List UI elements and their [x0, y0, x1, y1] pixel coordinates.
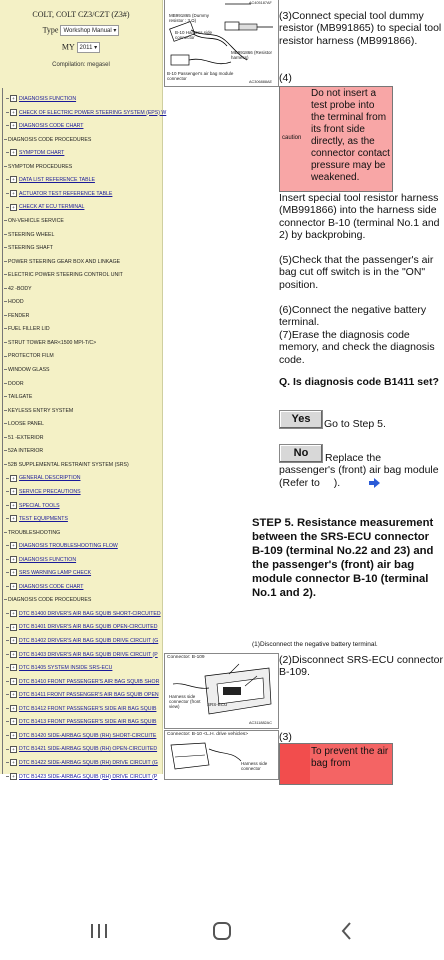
tree-connector [4, 301, 7, 302]
tree-item-label[interactable]: SPECIAL TOOLS [19, 502, 60, 509]
tree-item-label: WINDOW GLASS [8, 367, 50, 373]
caution-text: To prevent the air bag from [311, 746, 389, 769]
expand-icon[interactable]: + [10, 149, 17, 156]
tree-item[interactable] [6, 108, 166, 118]
step-3-text: (3)Connect special tool dummy resistor (MB991865) to special tool resistor harness (MB991866). [279, 10, 442, 47]
tree-item-label: FENDER [8, 312, 30, 319]
tree-item-label: 52B SUPPLEMENTAL RESTRAINT SYSTEM (SRS) [8, 461, 129, 468]
tree-item[interactable] [4, 338, 164, 348]
model-title: COLT, COLT CZ3/CZT (Z3#) [32, 10, 130, 19]
expand-icon[interactable]: + [10, 569, 17, 576]
tree-connector [6, 776, 9, 777]
tree-item[interactable] [6, 744, 166, 754]
tree-item[interactable] [4, 528, 164, 538]
tree-connector [4, 139, 7, 140]
sidebar-header [0, 0, 162, 68]
model-year-row [0, 42, 162, 53]
tree-connector [4, 396, 7, 397]
expand-icon[interactable]: + [10, 705, 17, 712]
no-result-label: Replace the passenger's (front) air bag module (Refer to [279, 452, 439, 489]
tree-connector [4, 288, 7, 289]
tree-item[interactable] [6, 175, 166, 185]
tree-item-label: SYMPTOM PROCEDURES [8, 163, 73, 170]
expand-icon[interactable]: + [10, 664, 17, 671]
tree-connector [4, 315, 7, 316]
tree-item[interactable] [6, 568, 166, 578]
tree-item[interactable] [6, 609, 166, 619]
tree-connector [4, 599, 7, 600]
tree-item[interactable] [6, 677, 166, 687]
home-icon[interactable] [207, 916, 237, 946]
tree-item[interactable] [6, 487, 166, 497]
tree-item-label[interactable]: DTC B1421 SIDE-AIRBAG SQUIB (RH) OPEN-CIRCUITED [19, 746, 158, 753]
tree-connector [6, 193, 9, 194]
tree-connector [4, 369, 7, 370]
tree-item-label: HOOD [8, 299, 24, 306]
expand-icon[interactable]: + [10, 95, 17, 102]
tree-connector [4, 450, 7, 451]
tree-connector [6, 98, 9, 99]
my-label: MY [61, 42, 75, 52]
tree-item[interactable] [6, 582, 166, 592]
tree-item-label[interactable]: CHECK AT ECU TERMINAL [19, 204, 85, 211]
tree-item-label: 52A INTERIOR [8, 448, 44, 455]
tree-connector [4, 247, 7, 248]
tree-item-label: FUEL FILLER LID [8, 326, 50, 333]
sidebar-navigation [0, 0, 167, 780]
srs-ecu-diagram [165, 654, 278, 728]
tree-item-label[interactable]: DTC B1405 SYSTEM INSIDE SRS-ECU [19, 665, 113, 672]
figure-title: Connector: B-10 <L.H. drive vehicles> [167, 732, 249, 737]
tree-connector [4, 464, 7, 465]
tree-connector [6, 179, 9, 180]
tree-connector [6, 667, 9, 668]
tree-connector [6, 518, 9, 519]
tree-item-label[interactable]: DTC B1400 DRIVER'S AIR BAG SQUIB SHORT-CIRCUITED [19, 610, 161, 617]
tree-item[interactable] [4, 230, 164, 240]
expand-icon[interactable]: + [10, 556, 17, 563]
figure-title: Connector: B-109 [167, 655, 205, 660]
compilation-text: Compilation: megasel [52, 62, 110, 68]
manual-tree [0, 88, 167, 780]
tree-item-label[interactable]: DTC B1413 FRONT PASSENGER'S SIDE AIR BAG SQUIB [19, 719, 157, 726]
figure-label: Harness side connector (front view) [169, 694, 201, 709]
tree-item[interactable] [6, 148, 166, 158]
tree-connector [4, 437, 7, 438]
figure-label: B-10 Passenger's air bag module connector [167, 71, 234, 81]
tree-connector [6, 721, 9, 722]
no-result-text [279, 452, 439, 489]
tree-item[interactable] [4, 433, 164, 443]
expand-icon[interactable]: + [10, 204, 17, 211]
tree-item-label[interactable]: SRS WARNING LAMP CHECK [19, 570, 92, 577]
model-year-select[interactable] [77, 42, 101, 53]
tree-connector [6, 640, 9, 641]
tree-item-label: PROTECTOR FILM [8, 353, 54, 360]
tree-connector [6, 708, 9, 709]
caution-box [279, 743, 393, 785]
expand-icon[interactable]: + [10, 122, 17, 129]
tree-connector [6, 654, 9, 655]
expand-icon[interactable]: + [10, 732, 17, 739]
tree-connector [4, 234, 7, 235]
tree-item[interactable] [4, 257, 164, 267]
yes-result-text: Go to Step 5. [324, 418, 386, 430]
tree-connector [6, 112, 9, 113]
tree-item[interactable] [6, 541, 166, 551]
caution-label: caution [282, 135, 302, 141]
type-select[interactable] [60, 25, 119, 36]
tree-connector [4, 410, 7, 411]
tree-item-label: STEERING WHEEL [8, 231, 55, 238]
figure-label: B-10 Harness side connector [175, 30, 213, 40]
tree-connector [6, 478, 9, 479]
expand-icon[interactable]: + [10, 502, 17, 509]
tree-item-label: TAILGATE [8, 394, 33, 401]
tree-item[interactable] [4, 297, 164, 307]
tree-connector [6, 125, 9, 126]
tree-item[interactable] [6, 555, 166, 565]
type-select-value: Workshop Manual [63, 28, 112, 34]
step-7-text: (7)Erase the diagnosis code memory, and check the diagnosis code. [279, 329, 435, 366]
tree-item[interactable] [6, 514, 166, 524]
tree-item[interactable] [6, 501, 166, 511]
step-5-sub-2: (2)Disconnect SRS-ECU connector B-109. [279, 654, 443, 679]
tree-item[interactable] [6, 758, 166, 768]
tree-connector [6, 735, 9, 736]
tree-item[interactable] [4, 311, 164, 321]
tree-item[interactable] [4, 365, 164, 375]
back-icon[interactable] [332, 916, 362, 946]
tree-item[interactable] [4, 595, 164, 605]
tree-item[interactable] [6, 650, 166, 660]
expand-icon[interactable]: + [10, 624, 17, 631]
tree-connector [4, 342, 7, 343]
tree-item-label: ELECTRIC POWER STEERING CONTROL UNIT [8, 272, 123, 279]
airbag-connector-diagram [165, 731, 278, 779]
figure-label: Harness side connector [241, 761, 268, 771]
tree-item-label[interactable]: ACTUATOR TEST REFERENCE TABLE [19, 190, 113, 197]
tree-item-label[interactable]: DATA LIST REFERENCE TABLE [19, 177, 95, 184]
tree-connector [4, 423, 7, 424]
figure-airbag-connector [164, 730, 279, 780]
step-5-heading: STEP 5. Resistance measurement between the SRS-ECU connector B-109 (terminal No.22 and 23) and the passenger's (front) air bag module connector B-10 (terminal No.1 and 2). [252, 517, 434, 599]
figure-srs-ecu-connector [164, 653, 279, 729]
tree-item[interactable] [6, 202, 166, 212]
tree-item[interactable] [6, 731, 166, 741]
tree-connector [6, 505, 9, 506]
tree-connector [6, 572, 9, 573]
no-button[interactable]: No [279, 444, 323, 463]
tree-item-label[interactable]: CHECK OF ELECTRIC POWER STEERING SYSTEM (EPS) W [19, 109, 167, 116]
tree-connector [6, 559, 9, 560]
expand-icon[interactable]: + [10, 610, 17, 617]
chevron-down-icon: ▾ [94, 45, 98, 51]
tree-connector [6, 491, 9, 492]
question-text: Q. Is diagnosis code B1411 set? [279, 376, 439, 388]
expand-icon[interactable]: + [10, 718, 17, 725]
tree-item[interactable] [4, 135, 164, 145]
tree-item[interactable] [4, 460, 164, 470]
caution-label-block [280, 744, 310, 784]
tree-item[interactable] [4, 406, 164, 416]
tree-connector [4, 166, 7, 167]
tree-item-label: TROUBLESHOOTING [8, 529, 61, 536]
expand-icon[interactable]: + [10, 746, 17, 753]
expand-icon[interactable]: + [10, 637, 17, 644]
type-row [0, 25, 162, 36]
tree-item-label[interactable]: DIAGNOSIS TROUBLESHOOTING FLOW [19, 543, 118, 550]
expand-icon[interactable]: + [10, 773, 17, 780]
tree-item-label[interactable]: GENERAL DESCRIPTION [19, 475, 81, 482]
figure-label: SRS-ECU [207, 702, 228, 707]
expand-icon[interactable]: + [10, 176, 17, 183]
tree-item[interactable] [4, 392, 164, 402]
expand-icon[interactable]: + [10, 678, 17, 685]
tree-item-label: DOOR [8, 380, 24, 387]
tree-item-label[interactable]: DTC B1402 DRIVER'S AIR BAG SQUIB DRIVE CIRCUIT (G [19, 638, 159, 644]
tree-connector [4, 328, 7, 329]
tree-connector [6, 613, 9, 614]
expand-icon[interactable]: + [10, 488, 17, 495]
step-5-sub-1: (1)Disconnect the negative battery terminal. [252, 641, 378, 648]
tree-item[interactable] [6, 663, 166, 673]
expand-icon[interactable]: + [10, 583, 17, 590]
tree-item-label: STEERING SHAFT [8, 245, 53, 252]
tree-connector [6, 762, 9, 763]
backprobe-text: Insert special tool resistor harness (MB991866) into the harness side connector B-10 (terminal No.1 and 2) by backprobing. [279, 192, 440, 242]
tree-connector [6, 681, 9, 682]
tree-item[interactable] [6, 690, 166, 700]
figure-label: MB991866 (Resistor harness) [231, 50, 273, 60]
recent-apps-icon[interactable] [84, 916, 114, 946]
tree-item-label: 42 -BODY [8, 285, 32, 292]
tree-item-label[interactable]: DIAGNOSIS FUNCTION [19, 96, 77, 102]
tree-item[interactable] [6, 717, 166, 727]
tree-item-label: LOOSE PANEL [8, 421, 44, 428]
tree-item-label[interactable]: DTC B1422 SIDE-AIRBAG SQUIB (RH) DRIVE CIRCUIT (G [19, 759, 158, 766]
tree-guide-line [2, 88, 3, 774]
tree-connector [4, 261, 7, 262]
expand-icon[interactable]: + [10, 475, 17, 482]
tree-item[interactable] [4, 419, 164, 429]
model-year-value: 2011 [79, 45, 93, 51]
tree-item[interactable] [6, 189, 166, 199]
chevron-down-icon: ▾ [113, 28, 117, 34]
tree-item-label[interactable]: DTC B1411 FRONT PASSENGER'S AIR BAG SQUIB OPEN [19, 692, 159, 699]
tree-item[interactable] [4, 351, 164, 361]
tree-item-label[interactable]: SERVICE PRECAUTIONS [19, 488, 81, 495]
tree-connector [6, 627, 9, 628]
arrow-link-icon[interactable] [323, 478, 334, 488]
tree-connector [6, 152, 9, 153]
tree-connector [4, 274, 7, 275]
tree-item[interactable] [4, 162, 164, 172]
caution-text: Do not insert a test probe into the terminal from its front side directly, as the connector contact pressure may be weakened. [311, 88, 390, 183]
tree-connector [4, 356, 7, 357]
tree-item[interactable] [4, 243, 164, 253]
tree-item-label[interactable]: DTC B1420 SIDE-AIRBAG SQUIB (RH) SHORT-CIRCUITE [19, 732, 157, 739]
tree-item-label[interactable]: DTC B1403 DRIVER'S AIR BAG SQUIB DRIVE CIRCUIT (P [19, 651, 158, 658]
step-6-text: (6)Connect the negative battery terminal. [279, 304, 427, 329]
tree-connector [4, 220, 7, 221]
manual-content [164, 0, 444, 774]
step-4-number: (4) [279, 72, 292, 84]
expand-icon[interactable]: + [10, 109, 17, 116]
figure-code: AC311882AC [249, 721, 272, 725]
tree-item-label: ON-VEHICLE SERVICE [8, 217, 64, 224]
tree-item-label[interactable]: DIAGNOSIS FUNCTION [19, 556, 77, 563]
tree-item-label[interactable]: DIAGNOSIS CODE CHART [19, 123, 84, 130]
expand-icon[interactable]: + [10, 515, 17, 522]
tree-item-label[interactable]: DTC B1401 DRIVER'S AIR BAG SQUIB OPEN-CIRCUITED [19, 624, 158, 631]
figure-code: AC306888AE [249, 80, 273, 84]
tree-item[interactable] [4, 216, 164, 226]
tree-item-label: DIAGNOSIS CODE PROCEDURES [8, 136, 92, 143]
figure-resistor-harness [164, 0, 279, 87]
tree-item[interactable] [6, 473, 166, 483]
tree-item-label[interactable]: SYMPTOM CHART [19, 150, 65, 157]
expand-icon[interactable]: + [10, 190, 17, 197]
tree-item-label[interactable]: DTC B1412 FRONT PASSENGER'S SIDE AIR BAG SQUIB [19, 705, 157, 712]
tree-item[interactable] [6, 772, 166, 782]
tree-item-label[interactable]: TEST EQUIPMENTS [19, 516, 68, 523]
tree-item[interactable] [4, 324, 164, 334]
tree-item[interactable] [6, 704, 166, 714]
caution-box [279, 86, 393, 192]
figure-label: MB991865 (Dummy resistor : 3 Ω) [169, 13, 210, 23]
tree-item[interactable] [6, 94, 166, 104]
tree-item-label[interactable]: DIAGNOSIS CODE CHART [19, 583, 84, 590]
tree-item[interactable] [4, 270, 164, 280]
expand-icon[interactable]: + [10, 691, 17, 698]
tree-connector [6, 545, 9, 546]
figure-code: AC405187AF [249, 1, 272, 5]
step-5-text: (5)Check that the passenger's air bag cut off switch is in the "ON" position. [279, 254, 434, 291]
tree-item-label: 51 -EXTERIOR [8, 434, 44, 441]
expand-icon[interactable]: + [10, 759, 17, 766]
tree-item-label: KEYLESS ENTRY SYSTEM [8, 407, 74, 414]
step-5-sub-3: (3) [279, 731, 292, 743]
no-result-end: ). [333, 476, 341, 489]
tree-item[interactable] [4, 446, 164, 456]
tree-item-label: POWER STEERING GEAR BOX AND LINKAGE [8, 258, 121, 265]
expand-icon[interactable]: + [10, 542, 17, 549]
expand-icon[interactable]: + [10, 651, 17, 658]
tree-connector [6, 586, 9, 587]
tree-connector [6, 207, 9, 208]
tree-connector [6, 749, 9, 750]
tree-connector [4, 383, 7, 384]
yes-button[interactable]: Yes [279, 410, 323, 429]
tree-item[interactable] [4, 379, 164, 389]
tree-item[interactable] [4, 284, 164, 294]
tree-item-label[interactable]: DTC B1423 SIDE-AIRBAG SQUIB (RH) DRIVE CIRCUIT (P [19, 773, 158, 780]
tree-item-label: STRUT TOWER BAR<1500 MPI-T/C> [8, 339, 97, 346]
tree-connector [6, 694, 9, 695]
type-label: Type [42, 25, 59, 35]
tree-connector [4, 532, 7, 533]
tree-item[interactable] [6, 636, 166, 646]
tree-item-label[interactable]: DTC B1410 FRONT PASSENGER'S AIR BAG SQUIB SHOR [19, 678, 160, 685]
system-navigation-bar [0, 896, 444, 960]
tree-item-label: DIAGNOSIS CODE PROCEDURES [8, 597, 92, 604]
tree-item[interactable] [6, 622, 166, 632]
tree-item[interactable] [6, 121, 166, 131]
